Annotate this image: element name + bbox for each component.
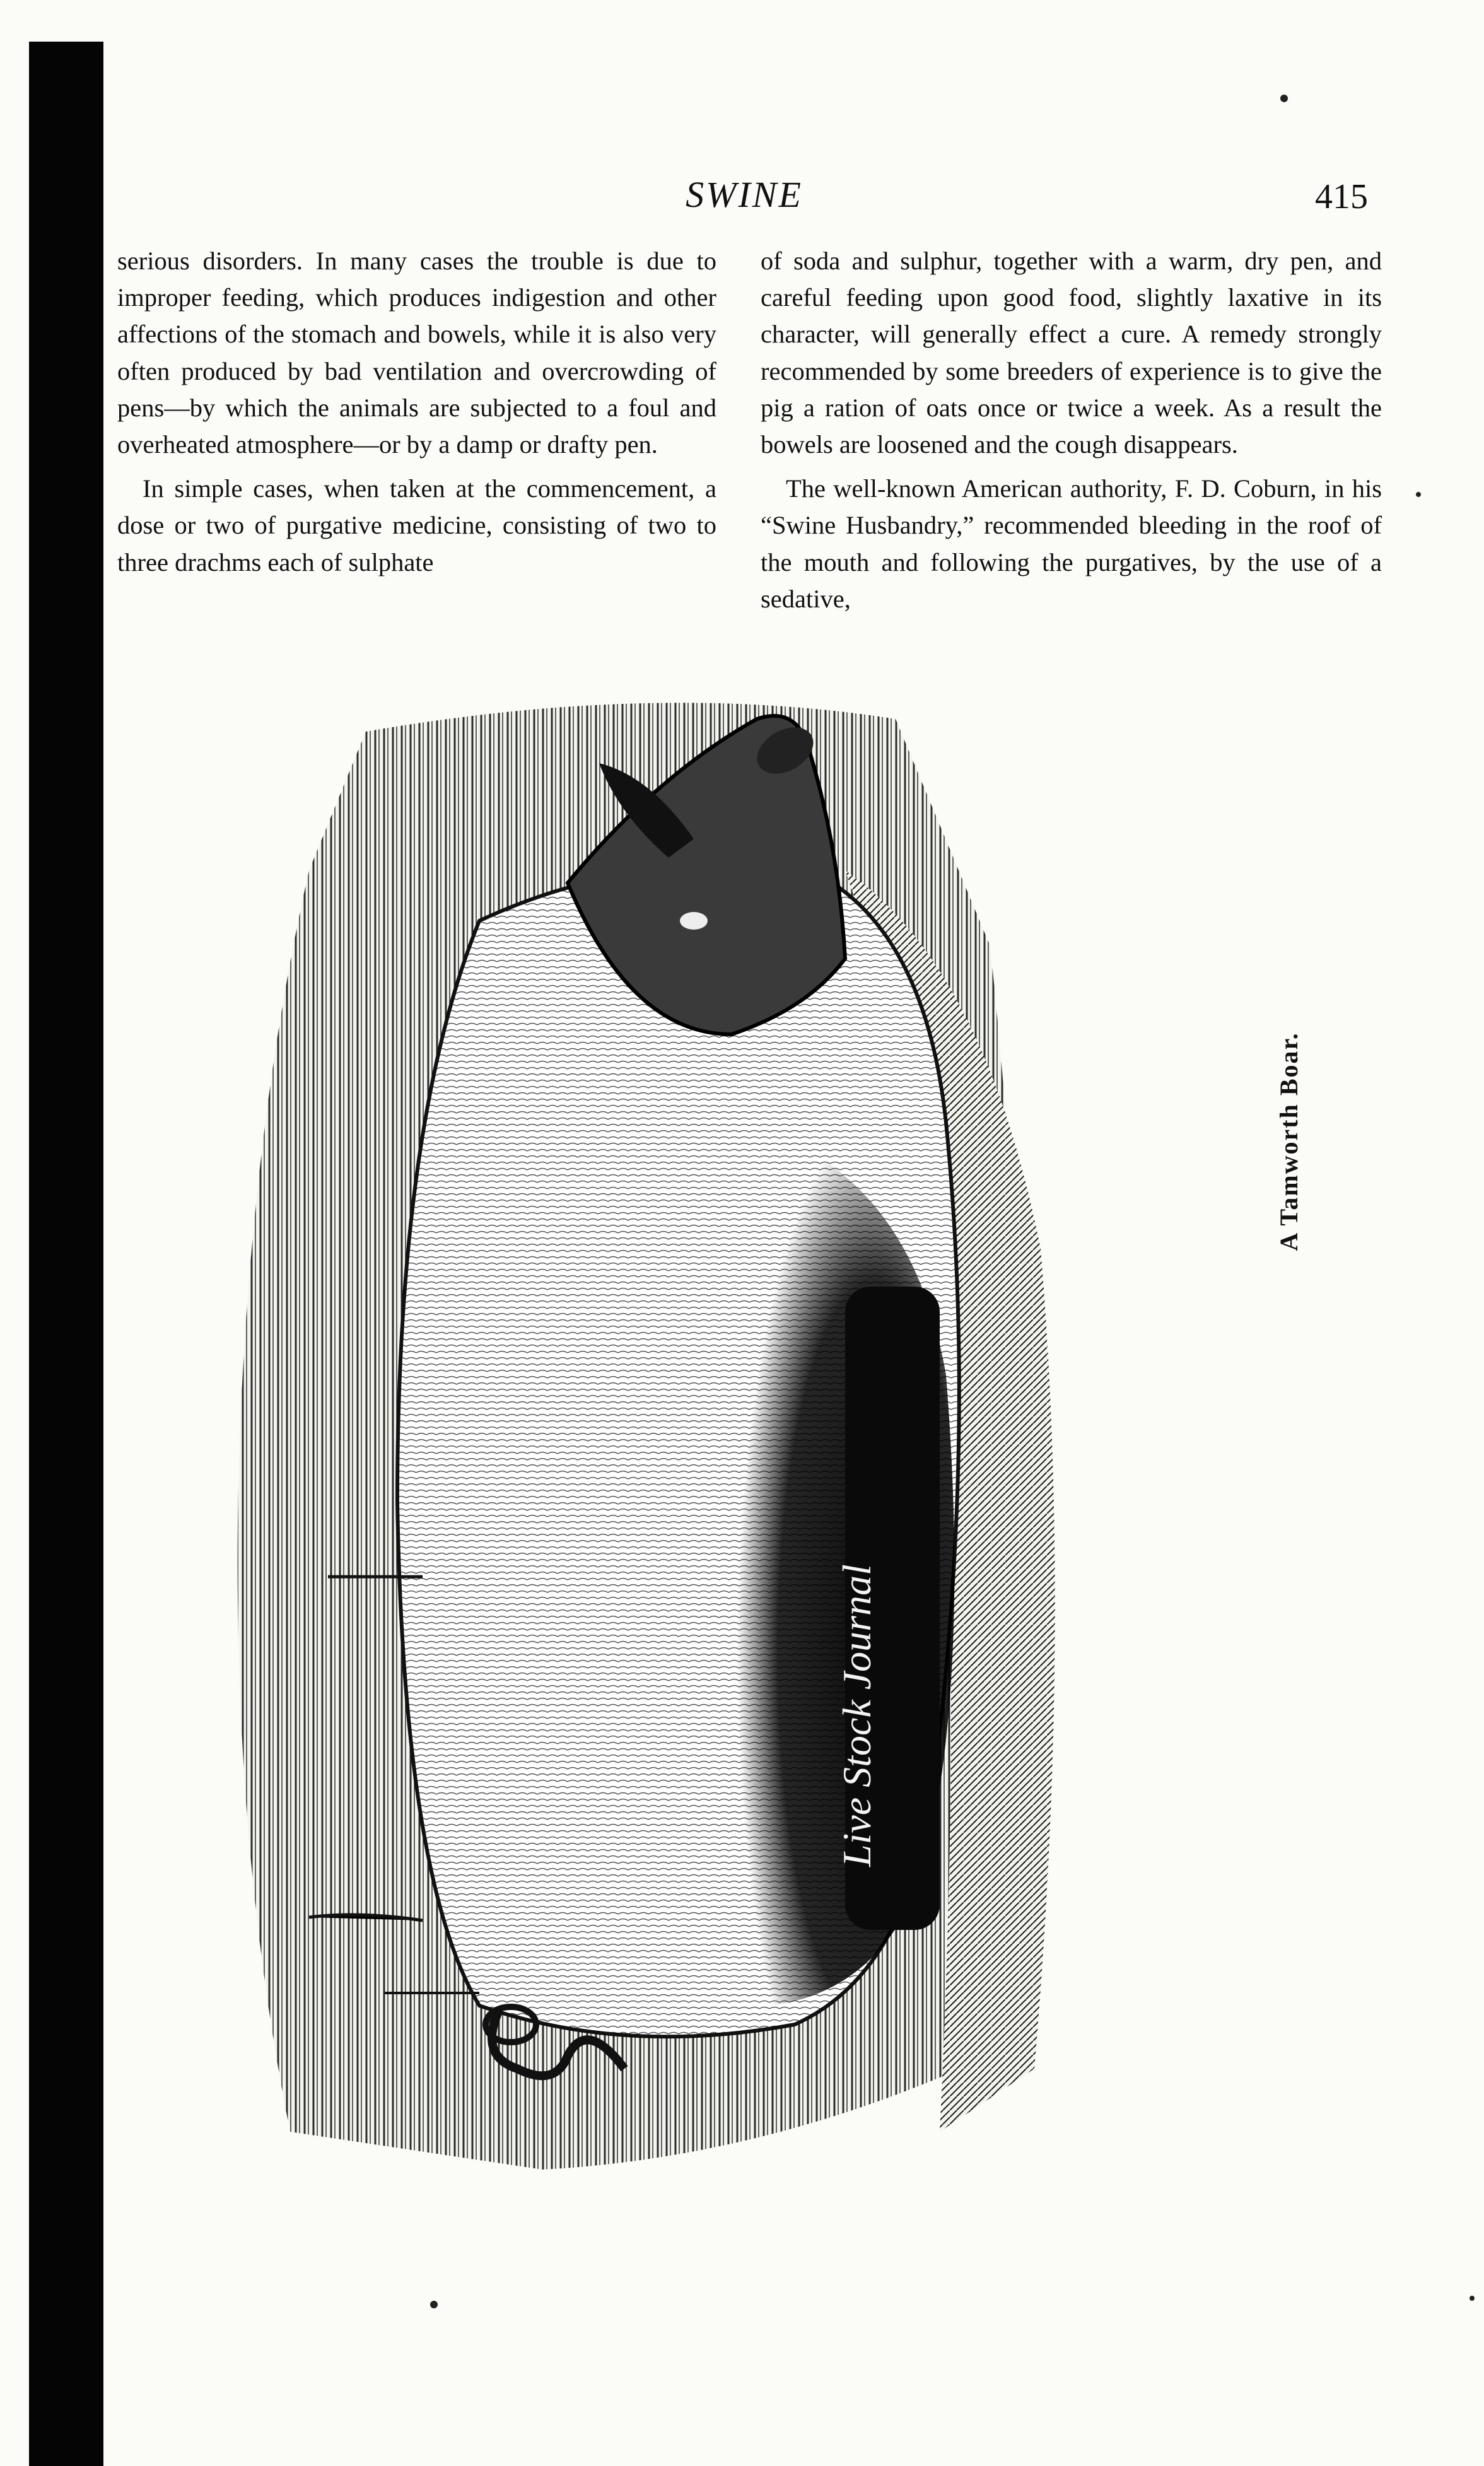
ink-speck bbox=[430, 2301, 438, 2308]
page-number: 415 bbox=[1315, 177, 1368, 216]
engraving-credit: Live Stock Journal bbox=[834, 1564, 879, 1867]
ink-speck bbox=[1416, 492, 1421, 497]
paragraph: The well-known American authority, F. D. Coburn, in his “Swine Husbandry,” recommended bleeding in the roof of the mouth and following the purgatives, by the use of a sedative, bbox=[761, 474, 1382, 613]
paragraph: of soda and sulphur, together with a warm, dry pen, and careful feeding upon good food, slightly laxative in its character, will generally effect a cure. A remedy strongly recommended by some breeders of experience is to give the pig a ration of oats once or twice a week. As a result the bowels are loosened and the cough disappears. bbox=[761, 247, 1382, 459]
figure-caption: A Tamworth Boar. bbox=[1275, 1032, 1303, 1251]
ink-speck bbox=[1280, 95, 1288, 102]
tamworth-boar-engraving-icon bbox=[214, 681, 1224, 2182]
book-spine-shadow bbox=[29, 42, 103, 2466]
right-text-column bbox=[761, 243, 1382, 617]
ink-speck bbox=[1469, 2296, 1475, 2301]
running-head: SWINE bbox=[686, 174, 803, 215]
paragraph: In simple cases, when taken at the commencement, a dose or two of purgative medicine, consisting of two to three drachms each of sulphate bbox=[117, 474, 716, 576]
paragraph: serious disorders. In many cases the trouble is due to improper feeding, which produces indigestion and other affections of the stomach and bowels, while it is also very often produced by bad ventilation and overcrowding of pens—by which the animals are subjected to a foul and overheated atmosphere—or by a damp or drafty pen. bbox=[117, 247, 716, 459]
left-text-column bbox=[117, 243, 716, 581]
boar-illustration bbox=[214, 681, 1224, 2182]
